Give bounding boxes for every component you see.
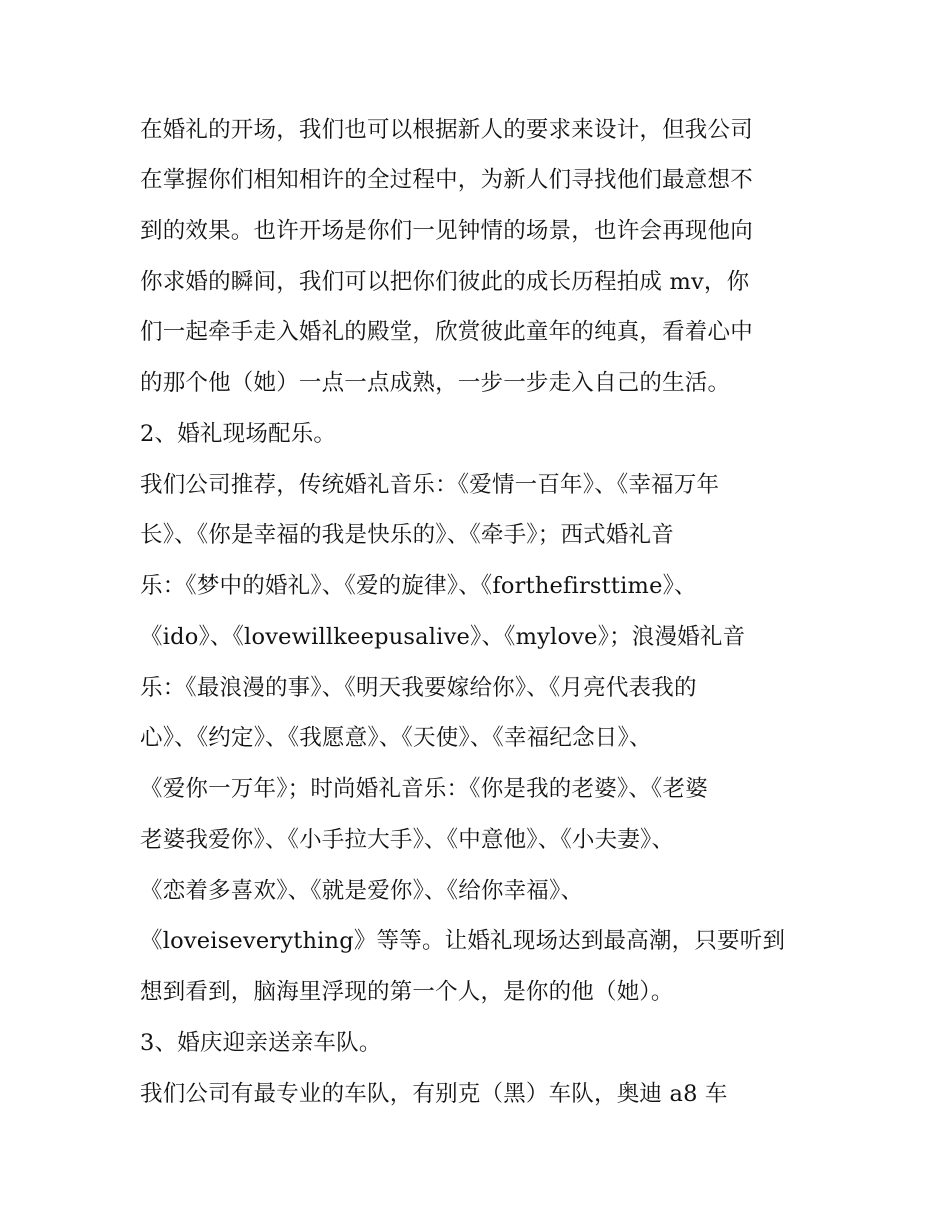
text-line: 乐：《梦中的婚礼》、《爱的旋律》、《forthefirsttime》、: [140, 573, 697, 599]
text-line: 我们公司有最专业的车队，有别克（黑）车队，奥迪 a8 车: [140, 1081, 728, 1107]
text-line: 想到看到，脑海里浮现的第一个人，是你的他（她）。: [140, 979, 674, 1005]
text-line: 《恋着多喜欢》、《就是爱你》、《给你幸福》、: [140, 878, 584, 904]
text-line: 长》、《你是幸福的我是快乐的》、《牵手》；西式婚礼音: [140, 522, 674, 548]
text-line: 《loveiseverything》等等。让婚礼现场达到最高潮，只要听到: [140, 928, 786, 954]
section-heading-cars: 3、婚庆迎亲送亲车队。: [140, 1030, 382, 1056]
text-line: 《爱你一万年》；时尚婚礼音乐：《你是我的老婆》、《老婆: [140, 776, 708, 802]
text-line: 心》、《约定》、《我愿意》、《天使》、《幸福纪念日》、: [140, 725, 652, 751]
text-line: 你求婚的瞬间，我们可以把你们彼此的成长历程拍成 mv，你: [140, 269, 750, 295]
text-line: 在婚礼的开场，我们也可以根据新人的要求来设计，但我公司: [140, 117, 753, 143]
text-line: 到的效果。也许开场是你们一见钟情的场景，也许会再现他向: [140, 218, 753, 244]
text-line: 我们公司推荐，传统婚礼音乐：《爱情一百年》、《幸福万年: [140, 472, 720, 498]
text-line: 《ido》、《lovewillkeepusalive》、《mylove》；浪漫婚礼音: [140, 624, 746, 650]
text-line: 在掌握你们相知相许的全过程中，为新人们寻找他们最意想不: [140, 167, 753, 193]
section-heading-music: 2、婚礼现场配乐。: [140, 421, 337, 447]
text-line: 老婆我爱你》、《小手拉大手》、《中意他》、《小夫妻》、: [140, 827, 675, 853]
text-line: 的那个他（她）一点一点成熟，一步一步走入自己的生活。: [140, 370, 731, 396]
text-line: 们一起牵手走入婚礼的殿堂，欣赏彼此童年的纯真，看着心中: [140, 319, 753, 345]
text-line: 乐：《最浪漫的事》、《明天我要嫁给你》、《月亮代表我的: [140, 675, 697, 701]
